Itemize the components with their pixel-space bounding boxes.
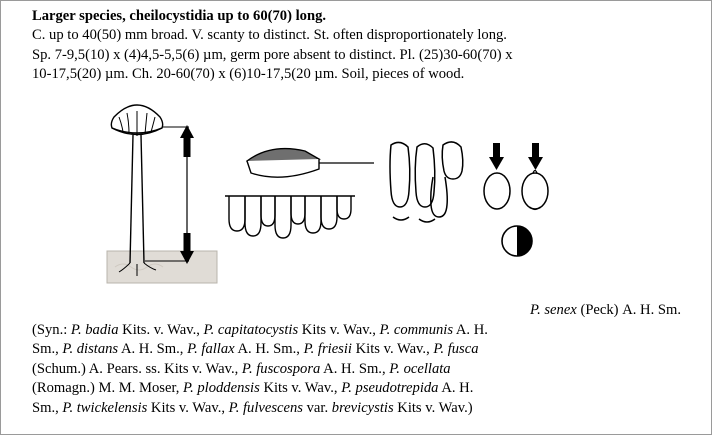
mushroom-habit-drawing bbox=[111, 105, 162, 276]
species-description-block bbox=[32, 7, 682, 85]
synonymy-line-2: Sm., P. distans A. H. Sm., P. fallax A. H. Sm., P. friesii Kits v. Wav., P. fusca bbox=[32, 341, 479, 358]
spore-arrow-left bbox=[489, 143, 504, 170]
attribution-line bbox=[32, 301, 687, 321]
cheilocystidia-row bbox=[225, 196, 355, 238]
accepted-name: P. senex bbox=[530, 302, 577, 318]
synonymy-line-5: Sm., P. twickelensis Kits v. Wav., P. fulvescens var. brevicystis Kits v. Wav.) bbox=[32, 399, 473, 416]
cap-section-drawing bbox=[247, 149, 374, 178]
scale-arrow-cap bbox=[180, 125, 194, 157]
pleurocystidia-group bbox=[390, 142, 463, 222]
synonymy-line-1: (Syn.: P. badia Kits. v. Wav., P. capitatocystis Kits v. Wav., P. communis A. H. bbox=[32, 321, 488, 338]
synonymy-line-4: (Romagn.) M. M. Moser, P. ploddensis Kits v. Wav., P. pseudotrepida A. H. bbox=[32, 380, 474, 397]
description-line-3: 10-17,5(20) µm. Ch. 20-60(70) x (6)10-17,5(20 µm. Soil, pieces of wood. bbox=[32, 66, 465, 83]
spore-arrow-right bbox=[528, 143, 543, 170]
illustration-figure bbox=[19, 91, 695, 291]
synonymy-line-3: (Schum.) A. Pears. ss. Kits v. Wav., P. fuscospora A. H. Sm., P. ocellata bbox=[32, 360, 451, 377]
scale-measure-line bbox=[145, 127, 189, 261]
spore-half-dark-circle bbox=[502, 226, 532, 256]
description-line-1: C. up to 40(50) mm broad. V. scanty to distinct. St. often disproportionately long. bbox=[32, 27, 507, 44]
spore-group bbox=[484, 171, 548, 210]
taxonomy-block bbox=[32, 301, 687, 419]
attribution-author-2: A. H. Sm. bbox=[622, 302, 681, 318]
headline: Larger species, cheilocystidia up to 60(70) long. bbox=[32, 8, 327, 24]
soil-substrate-block bbox=[107, 251, 217, 283]
description-line-2: Sp. 7-9,5(10) x (4)4,5-5,5(6) µm, germ pore absent to distinct. Pl. (25)30-60(70) x bbox=[32, 46, 513, 63]
attribution-author-1: (Peck) bbox=[580, 302, 619, 318]
